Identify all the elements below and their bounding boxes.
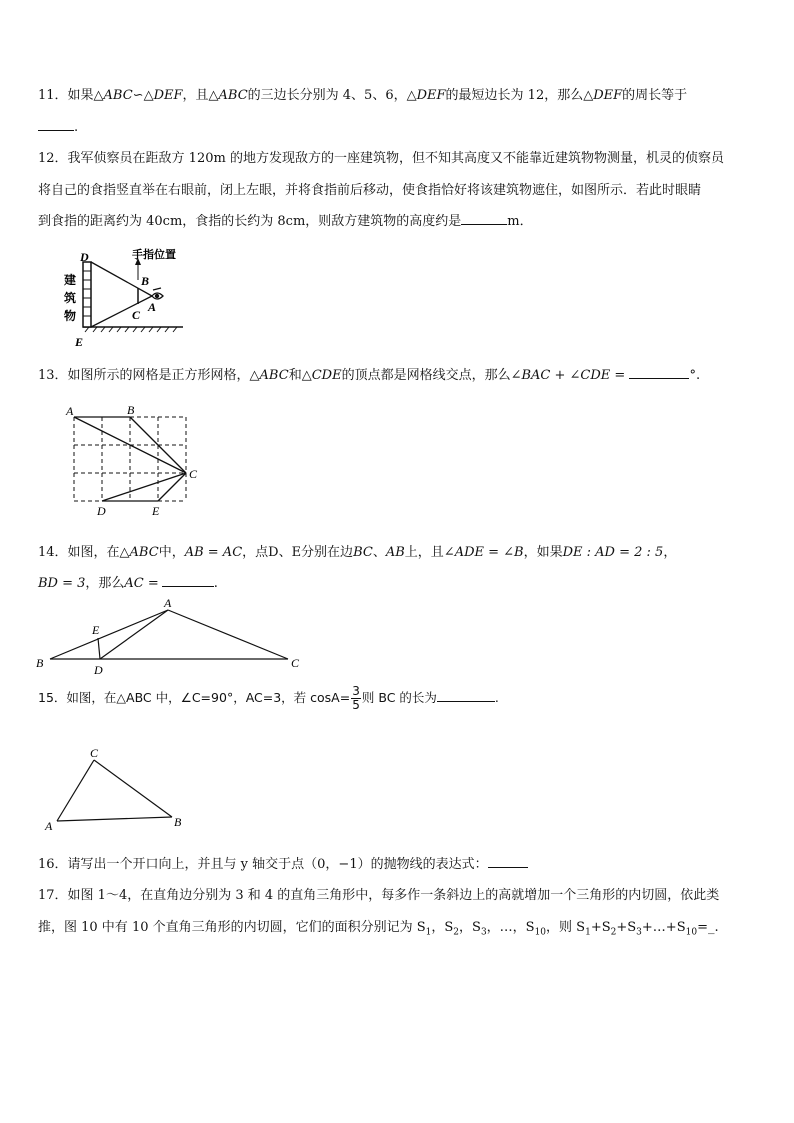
q11-text: ，且: [182, 88, 209, 103]
q16-line: [38, 853, 528, 872]
label-a: A: [45, 819, 53, 833]
subscript: 10: [534, 927, 547, 938]
building-char: 建: [64, 273, 77, 287]
eyebrow: [153, 288, 161, 290]
answer-blank[interactable]: [437, 688, 495, 702]
q14-text: ，: [663, 545, 677, 560]
answer-blank[interactable]: [488, 854, 528, 868]
q15-line: [38, 685, 499, 712]
q14-line1: [38, 541, 676, 560]
q14-eq: AC =: [124, 576, 159, 591]
fraction-denominator: 5: [352, 698, 360, 712]
q14-tri: △ABC: [119, 545, 159, 560]
label-b: B: [36, 656, 44, 670]
building-rect: [83, 262, 91, 327]
label-d: D: [80, 250, 89, 264]
q17-text: 推，图 10 中有 10 个直角三角形的内切圆，它们的面积分别记为 S: [38, 920, 426, 935]
label-b: B: [141, 274, 150, 288]
q15-text: 则 BC 的长为: [361, 690, 437, 705]
label-e: E: [152, 504, 160, 518]
triangle-cde: [102, 473, 186, 501]
q11-tri: △DEF: [406, 88, 446, 103]
q17-text: ，则 S: [546, 920, 586, 935]
q12-line1: 12．我军侦察员在距敌方 120m 的地方发现敌方的一座建筑物，但不知其高度又不能靠近建筑物物测量，机灵的侦察员: [38, 151, 724, 166]
q17-end: =_.: [697, 920, 719, 935]
q14-text: 上，且: [404, 545, 444, 560]
q11-text: 的最短边长为 12，那么: [445, 88, 584, 103]
answer-blank[interactable]: [38, 117, 74, 131]
q11-end: .: [74, 120, 79, 135]
q14-text: ，如果: [523, 545, 563, 560]
q13-op: =: [610, 368, 630, 383]
q12-figure: [55, 244, 205, 350]
label-e: E: [92, 623, 100, 637]
label-a: A: [148, 300, 157, 314]
subscript: 1: [585, 927, 591, 938]
q14-text: ，那么: [85, 576, 125, 591]
q12-line2: 将自己的食指竖直举在右眼前，闭上左眼，并将食指前后移动，使食指恰好将该建筑物遮住，如图所示．若此时眼睛: [38, 183, 702, 198]
q13-tri: △ABC: [249, 368, 289, 383]
q13-text: 和: [288, 368, 302, 383]
q13-text: 的顶点都是网格线交点，那么: [341, 368, 511, 383]
q17-line1: 17．如图 1～4，在直角边分别为 3 和 4 的直角三角形中，每多作一条斜边上的高就增加一个三角形的内切圆，依此类: [38, 888, 720, 903]
q14-text: 中，: [158, 545, 185, 560]
q16-text: 16．请写出一个开口向上，并且与 y 轴交于点（0，−1）的抛物线的表达式：: [38, 857, 488, 872]
q11-similar: △ABC∽△DEF: [93, 88, 183, 103]
fraction-numerator: 3: [352, 684, 360, 698]
q13-angle: ∠BAC: [510, 368, 551, 383]
q14-eq: AB = AC: [184, 545, 243, 560]
q14-text: 、: [372, 545, 386, 560]
q14-angle: ∠ADE = ∠B: [443, 545, 524, 560]
answer-blank[interactable]: [162, 573, 214, 587]
q13-angle: ∠CDE: [569, 368, 611, 383]
label-b: B: [174, 815, 182, 829]
q14-line2: [38, 572, 218, 591]
q14-figure: [30, 594, 310, 674]
q14-ratio: DE : AD = 2 : 5: [562, 545, 664, 560]
q15-fraction: [351, 685, 361, 712]
building-char: 筑: [64, 291, 77, 305]
label-a: A: [66, 404, 74, 418]
q13-line: [38, 364, 700, 383]
label-b: B: [127, 403, 135, 417]
label-a: A: [164, 596, 172, 610]
q13-text: 13．如图所示的网格是正方形网格，: [38, 368, 250, 383]
q11-text: 的周长等于: [622, 88, 688, 103]
q14-triangle: [50, 610, 288, 659]
q11-text: 11．如果: [38, 88, 94, 103]
subscript: 1: [425, 927, 432, 938]
subscript: 3: [480, 927, 487, 938]
sight-line-bottom: [91, 296, 152, 327]
label-d: D: [97, 504, 106, 518]
q14-end: .: [213, 576, 218, 591]
eye-pupil: [155, 294, 159, 298]
label-d: D: [94, 663, 103, 674]
q13-tri: △CDE: [301, 368, 342, 383]
subscript: 2: [453, 927, 460, 938]
q13-grid-figure: [60, 402, 210, 520]
q11-tri: △DEF: [583, 88, 623, 103]
label-c: C: [291, 656, 300, 670]
q14-eq: BD = 3: [38, 576, 86, 591]
q14-seg: BC: [353, 545, 373, 560]
label-c: C: [90, 746, 99, 760]
q17-line2: 推，图 10 中有 10 个直角三角形的内切圆，它们的面积分别记为 $S_1$，$S_2$，$S_3$，…，$S_{10}$，则 $S_1+S_2+S_3+\dots+S_{10}=\_$.: [38, 920, 719, 938]
q15-triangle: [57, 760, 172, 821]
q12-line3: [38, 210, 533, 229]
grid-lines: [74, 417, 186, 501]
subscript: 3: [636, 927, 642, 938]
q11-text: 的三边长分别为 4、5、6，: [247, 88, 407, 103]
q12-text: 到食指的距离约为 40cm，食指的长约为 8cm，则敌方建筑物的高度约是: [38, 214, 462, 229]
q11-line2: [38, 117, 78, 135]
label-e: E: [75, 335, 84, 349]
q13-deg: °.: [689, 368, 701, 383]
subscript: 2: [610, 927, 617, 938]
q14-text: 14．如图，在: [38, 545, 120, 560]
building-char: 物: [64, 309, 77, 323]
label-c: C: [189, 467, 198, 481]
q11-tri: △ABC: [208, 88, 248, 103]
q14-seg: AB: [385, 545, 405, 560]
q15-figure: [40, 742, 200, 834]
label-c: C: [132, 308, 141, 322]
finger-position-label: 手指位置: [132, 249, 176, 261]
q13-op: +: [550, 368, 570, 383]
subscript: 10: [685, 927, 698, 938]
q11-line1: [38, 84, 687, 103]
answer-blank[interactable]: [461, 211, 507, 225]
q12-unit: m．: [507, 214, 533, 229]
answer-blank[interactable]: [629, 365, 689, 379]
q15-text: 15．如图，在△ABC 中，∠C=90°，AC=3，若 cosA=: [38, 690, 351, 705]
q15-end: .: [494, 690, 499, 705]
q14-text: ，点D、E分别在边: [242, 545, 354, 560]
